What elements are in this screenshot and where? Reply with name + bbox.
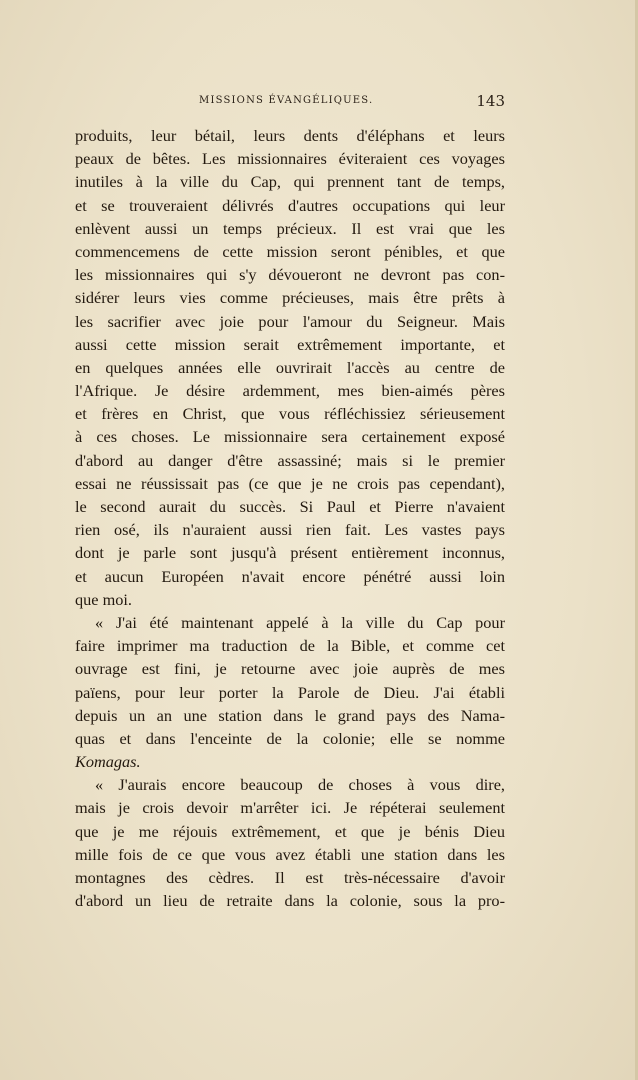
text-line: sidérer leurs vies comme précieuses, mais être prêts à xyxy=(75,288,505,308)
text-line: Komagas. xyxy=(75,752,141,772)
text-line: païens, pour leur porter la Parole de Dieu. J'ai établi xyxy=(75,682,505,702)
text-line: essai ne réussissait pas (ce que je ne crois pas cependant), xyxy=(75,473,505,493)
text-line: aussi cette mission serait extrêmement importante, et xyxy=(75,334,505,354)
text-line: les sacrifier avec joie pour l'amour du Seigneur. Mais xyxy=(75,311,505,331)
text-line: enlèvent aussi un temps précieux. Il est vrai que les xyxy=(75,218,505,238)
text-line: faire imprimer ma traduction de la Bible, et comme cet xyxy=(75,636,505,656)
text-line: dont je parle sont jusqu'à présent entièrement inconnus, xyxy=(75,543,505,563)
text-line: depuis un an une station dans le grand pays des Nama- xyxy=(75,705,505,725)
text-line: d'abord au danger d'être assassiné; mais si le premier xyxy=(75,450,505,470)
text-line: d'abord un lieu de retraite dans la colonie, sous la pro- xyxy=(75,891,505,911)
text-line: produits, leur bétail, leurs dents d'éléphans et leurs xyxy=(75,126,505,145)
text-line: « J'aurais encore beaucoup de choses à vous dire, xyxy=(95,775,505,795)
text-line: commencemens de cette mission seront pénibles, et que xyxy=(75,241,505,261)
text-line: les missionnaires qui s'y dévoueront ne devront pas con- xyxy=(75,265,505,285)
text-line: « J'ai été maintenant appelé à la ville du Cap pour xyxy=(95,612,505,632)
text-line: à ces choses. Le missionnaire sera certainement exposé xyxy=(75,427,505,447)
text-line: inutiles à la ville du Cap, qui prennent tant de temps, xyxy=(75,172,505,192)
text-line: mille fois de ce que vous avez établi une station dans les xyxy=(75,844,505,864)
text-line: et se trouveraient délivrés d'autres occupations qui leur xyxy=(75,195,505,215)
body-text xyxy=(75,124,505,912)
text-line: mais je crois devoir m'arrêter ici. Je répéterai seulement xyxy=(75,798,505,818)
text-line: et frères en Christ, que vous réfléchissiez sérieusement xyxy=(75,404,505,424)
text-line: rien osé, ils n'auraient aussi rien fait. Les vastes pays xyxy=(75,520,505,540)
text-line: que je me réjouis extrêmement, et que je bénis Dieu xyxy=(75,821,505,841)
running-title: MISSIONS ÉVANGÉLIQUES. xyxy=(199,95,374,106)
page-header xyxy=(75,92,505,112)
text-line: peaux de bêtes. Les missionnaires éviteraient ces voyages xyxy=(75,149,505,169)
text-line: l'Afrique. Je désire ardemment, mes bien-aimés pères xyxy=(75,381,505,401)
text-line: que moi. xyxy=(75,589,132,609)
text-line: le second aurait du succès. Si Paul et Pierre n'avaient xyxy=(75,497,505,516)
page-number: 143 xyxy=(476,92,505,110)
text-line: quas et dans l'enceinte de la colonie; elle se nomme xyxy=(75,728,505,748)
text-line: et aucun Européen n'avait encore pénétré aussi loin xyxy=(75,566,505,586)
text-line: ouvrage est fini, je retourne avec joie auprès de mes xyxy=(75,659,505,679)
text-line: montagnes des cèdres. Il est très-nécessaire d'avoir xyxy=(75,868,505,887)
text-line: en quelques années elle ouvrirait l'accès au centre de xyxy=(75,357,505,377)
